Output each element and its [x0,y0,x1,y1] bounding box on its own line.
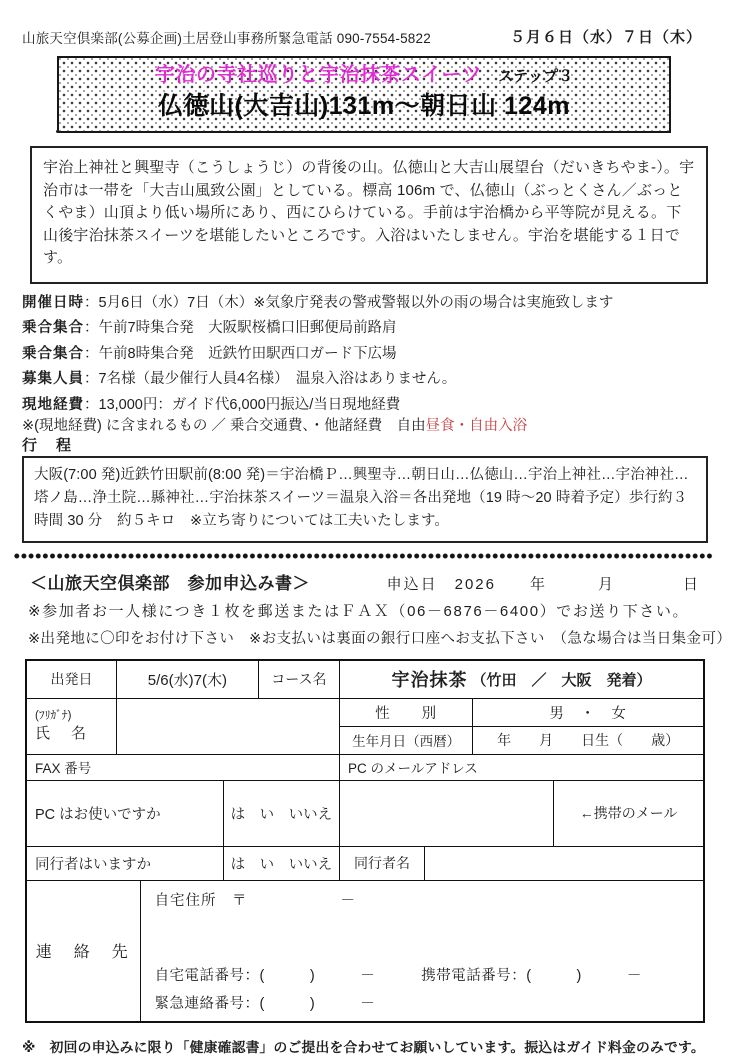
table-row-companion [27,847,703,881]
table-row-name [27,699,703,755]
expense-note-red-text: 昼食・自由入浴 [425,417,528,434]
footer-note: ※ 初回の申込みに限り「健康確認書」のご提出を合わせてお願いしています。振込はガイド料金のみです。 [22,1039,705,1055]
detail-text: ：午前8時集合発 近鉄竹田駅西口ガード下広場 [84,345,397,362]
pc-use-question: PC はお使いですか [27,781,224,846]
departure-date-value: 5/6(水)7(木) [117,661,259,698]
application-header [0,567,724,594]
event-dates-text: ５月６日（水）７日（木） [509,29,702,46]
detail-line [22,395,708,415]
course-sub-text: （竹田 ／ 大阪 発着） [471,671,652,689]
gender-row [340,699,703,727]
detail-label: 募集人員 [22,371,84,387]
application-date-line: 申込日 2026 年 月 日 [386,575,700,593]
home-phone-field[interactable]: 自宅電話番号：( ) － [154,967,376,984]
name-input-cell[interactable] [117,699,340,754]
detail-text: ：13,000円：ガイド代6,000円振込/当日現地経費 [84,396,401,413]
emergency-phone-field[interactable]: 緊急連絡番号：( ) － [154,995,376,1012]
detail-line [22,318,708,338]
home-address-line[interactable]: 自宅住所 〒 － [154,892,357,909]
phone-line [155,964,693,985]
gender-birth-block [340,699,703,754]
event-details [22,293,708,455]
pc-mail-label[interactable]: PC のメールアドレス [347,761,478,776]
gender-label: 性 別 [340,699,473,726]
birth-row [340,727,703,754]
event-subtitle: 仏徳山(大吉山)131m～朝日山 124m [158,92,570,120]
application-note-1: ※参加者お一人様につき１枚を郵送またはＦＡＸ（06－6876－6400）でお送り下さい。 [28,602,690,620]
detail-label: 乗合集合 [22,345,84,362]
table-row-pc-use [27,781,703,847]
event-step-label: ステップ３ [498,68,573,85]
page-header [0,0,724,47]
detail-line [22,369,708,389]
companion-name-input-cell[interactable] [425,847,703,880]
mobile-mail-input-cell[interactable] [340,781,554,846]
mobile-phone-field[interactable]: 携帯電話番号：( ) － [421,967,642,984]
departure-date-label: 出発日 [27,661,117,698]
companion-yesno-options[interactable]: は い いいえ [224,847,340,880]
address-write-space[interactable] [155,910,693,964]
event-title-banner [57,56,671,133]
detail-text: ：午前7時集合発 大阪駅桜橋口旧郵便局前路肩 [84,320,397,336]
application-title: ＜山旅天空倶楽部 参加申込み書＞ [30,573,310,593]
companion-question: 同行者はいますか [27,847,224,880]
itinerary-text: 大阪(7:00 発)近鉄竹田駅前(8:00 発)＝宇治橋Ｐ…興聖寺…朝日山…仏徳山…宇治上神社…宇治神社…塔ノ島…浄土院…縣神社…宇治抹茶スイーツ＝温泉入浴＝各出発地（19 時～20 時着予定）歩行約３時間 30 分 約５キロ ※立ち寄りについては工夫いたします。 [34,466,689,529]
detail-text: ：7名様（最少催行人員4名様） 温泉入浴はありません。 [84,371,457,387]
name-label: 氏 名 [35,724,90,742]
gender-options[interactable]: 男 ・ 女 [549,705,627,722]
birth-label: 生年月日（西暦） [340,727,473,754]
name-label-cell [27,699,117,754]
birth-value[interactable]: 年 月 日生（ 歳） [497,732,680,748]
event-title: 宇治の寺社巡りと宇治抹茶スイーツ [155,64,482,86]
application-note-2: ※出発地に〇印をお付け下さい ※お支払いは裏面の銀行口座へお支払下さい （急な場合は当日集金可） [28,630,731,647]
stray-mark [56,130,59,133]
itinerary-heading: 行 程 [22,436,74,454]
table-row-contact [27,881,703,1021]
fax-label[interactable]: FAX 番号 [27,755,340,780]
companion-name-label: 同行者名 [340,847,425,880]
table-row-fax-mail [27,755,703,781]
table-row-departure [27,661,703,699]
banner-line1 [59,62,669,90]
course-name-label: コース名 [259,661,340,698]
contact-input-cell[interactable] [141,881,703,1021]
detail-text: ：5月6日（水）7日（木）※気象庁発表の警戒警報以外の雨の場合は実施致します [84,294,614,311]
dotted-separator [14,553,714,559]
contact-label: 連 絡 先 [27,881,141,1021]
furigana-label: (ﾌﾘｶﾞﾅ) [35,709,72,722]
detail-label: 開催日時 [22,294,84,311]
mobile-mail-note: ←携帯のメール [579,805,678,821]
detail-line [22,293,708,313]
description-text: 宇治上神社と興聖寺（こうしょうじ）の背後の山。仏徳山と大吉山展望台（だいきちやま-）。宇治市は一帯を「大吉山風致公園」としている。標高 106m で、仏徳山（ぶっとくさん／ぶっとくやま）山頂より低い場所にあり、西にひらけている。手前は宇治橋から平等院が見える。下山後宇治抹茶スイーツを堪能したいところです。入浴はいたしません。宇治を堪能する１日です。 [43,159,695,266]
emergency-phone-line [155,992,693,1013]
description-box [30,146,708,284]
pc-use-yesno-options[interactable]: は い いいえ [224,781,340,846]
club-contact-text: 山旅天空倶楽部(公募企画)土居登山事務所緊急電話 090-7554-5822 [22,31,431,46]
expense-note-text: ※(現地経費) に含まれるもの ／ 乗合交通費、・他諸経費 自由 [22,417,426,434]
detail-line [22,344,708,364]
expense-note-line [22,416,708,436]
detail-label: 乗合集合 [22,320,84,336]
application-form-table [25,659,705,1023]
itinerary-box [22,456,708,543]
course-name-value [340,661,703,698]
detail-label: 現地経費 [22,396,84,413]
course-main-text: 宇治抹茶 [391,670,468,690]
